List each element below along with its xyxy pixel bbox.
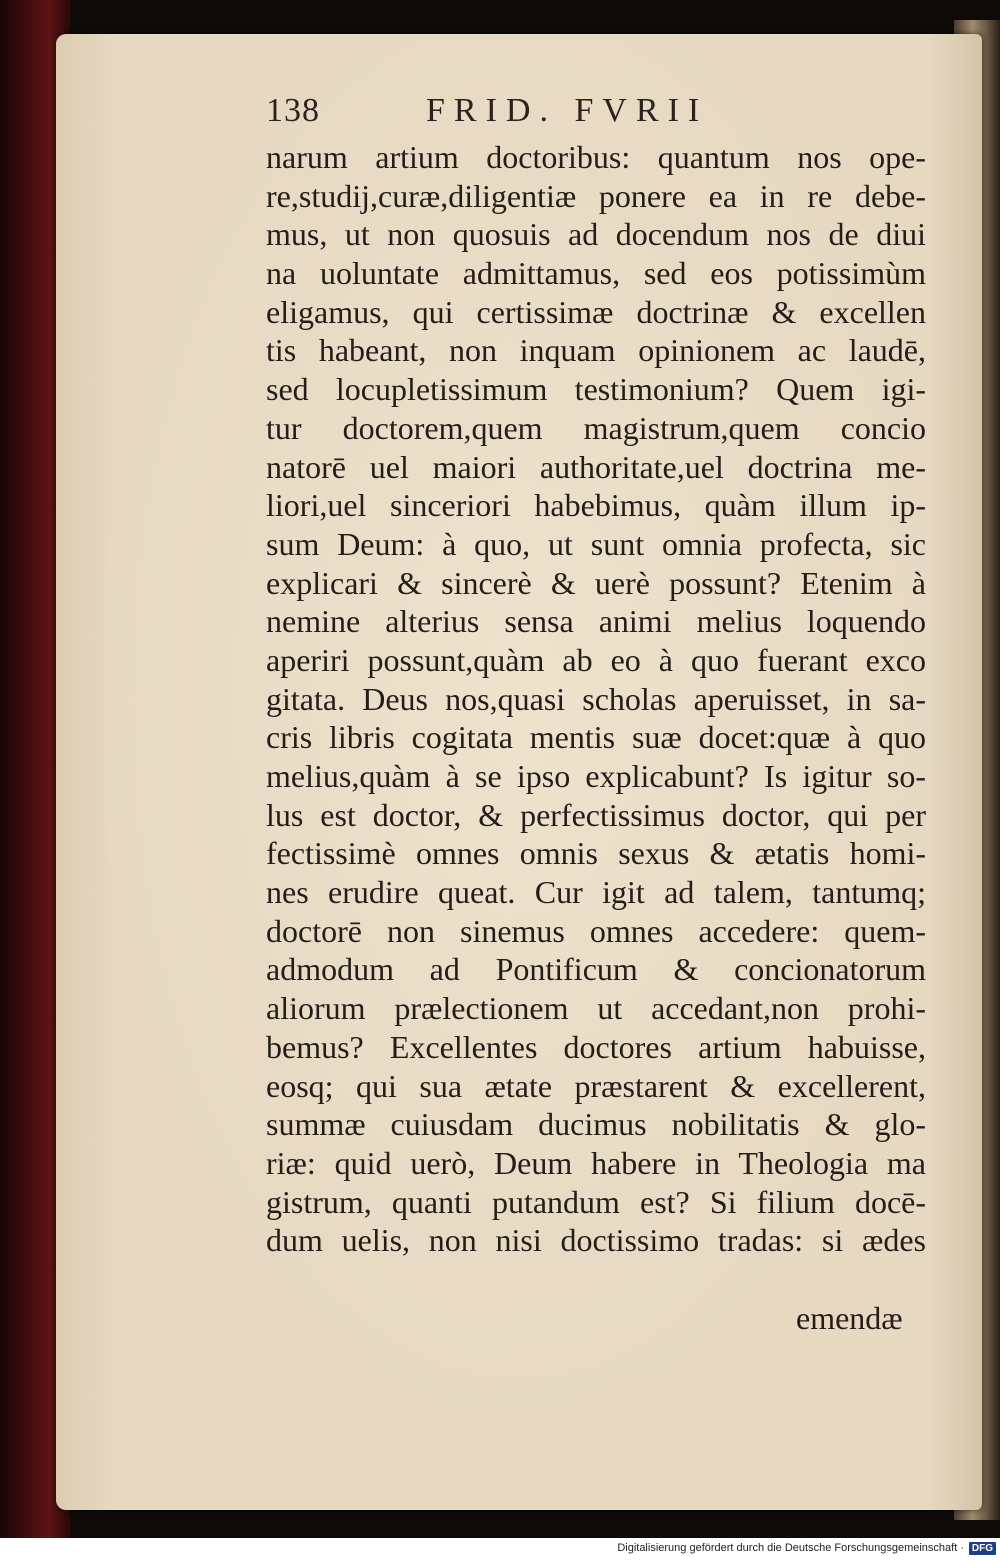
body-text (266, 138, 926, 1260)
text-line: eosq; qui sua ætate præstarent & excellerent, (266, 1067, 926, 1104)
text-line: bemus? Excellentes doctores artium habuisse, (266, 1028, 926, 1065)
text-line: fectissimè omnes omnis sexus & ætatis homi- (266, 835, 926, 872)
text-line: mus, ut non quosuis ad docendum nos de diui (266, 216, 926, 253)
text-line: dum uelis, non nisi doctissimo tradas: si ædes (266, 1222, 926, 1259)
text-line: tis habeant, non inquam opinionem ac laudē, (266, 332, 926, 369)
text-line: gitata. Deus nos,quasi scholas aperuisset, in sa- (266, 680, 926, 717)
text-line: aliorum prælectionem ut accedant,non prohi- (266, 990, 926, 1027)
text-line: re,studij,curæ,diligentiæ ponere ea in re debe- (266, 177, 926, 214)
text-line: summæ cuiusdam ducimus nobilitatis & glo- (266, 1106, 926, 1143)
text-line: lus est doctor, & perfectissimus doctor, qui per (266, 796, 926, 833)
catchword: emendæ (796, 1300, 903, 1336)
page-number: 138 (266, 92, 320, 129)
text-line: admodum ad Pontificum & concionatorum (266, 951, 926, 988)
footer-bar (0, 1538, 1000, 1560)
text-line: cris libris cogitata mentis suæ docet:quæ à quo (266, 719, 926, 756)
text-line: natorē uel maiori authoritate,uel doctrina me- (266, 448, 926, 485)
text-line: tur doctorem,quem magistrum,quem concio (266, 409, 926, 446)
funding-credit: Digitalisierung gefördert durch die Deutsche Forschungsgemeinschaft · (617, 1542, 964, 1554)
text-line: explicari & sincerè & uerè possunt? Etenim à (266, 564, 926, 601)
text-line: na uoluntate admittamus, sed eos potissimùm (266, 255, 926, 292)
text-line: eligamus, qui certissimæ doctrinæ & excellen (266, 293, 926, 330)
text-line: gistrum, quanti putandum est? Si filium docē- (266, 1183, 926, 1220)
text-line: aperiri possunt,quàm ab eo à quo fuerant exco (266, 641, 926, 678)
book-page (56, 34, 982, 1510)
running-head: FRID. FVRII (426, 92, 709, 129)
text-line: sum Deum: à quo, ut sunt omnia profecta, sic (266, 525, 926, 562)
text-line: liori,uel sinceriori habebimus, quàm illum ip- (266, 487, 926, 524)
page-header (266, 92, 966, 142)
text-line: sed locupletissimum testimonium? Quem igi- (266, 371, 926, 408)
text-line: nemine alterius sensa animi melius loquendo (266, 603, 926, 640)
text-line: nes erudire queat. Cur igit ad talem, tantumq; (266, 874, 926, 911)
text-line: riæ: quid uerò, Deum habere in Theologia ma (266, 1144, 926, 1181)
dfg-logo: DFG (969, 1542, 996, 1555)
text-line: narum artium doctoribus: quantum nos ope- (266, 139, 926, 175)
text-line: doctorē non sinemus omnes accedere: quem- (266, 912, 926, 949)
text-line: melius,quàm à se ipso explicabunt? Is igitur so- (266, 758, 926, 794)
